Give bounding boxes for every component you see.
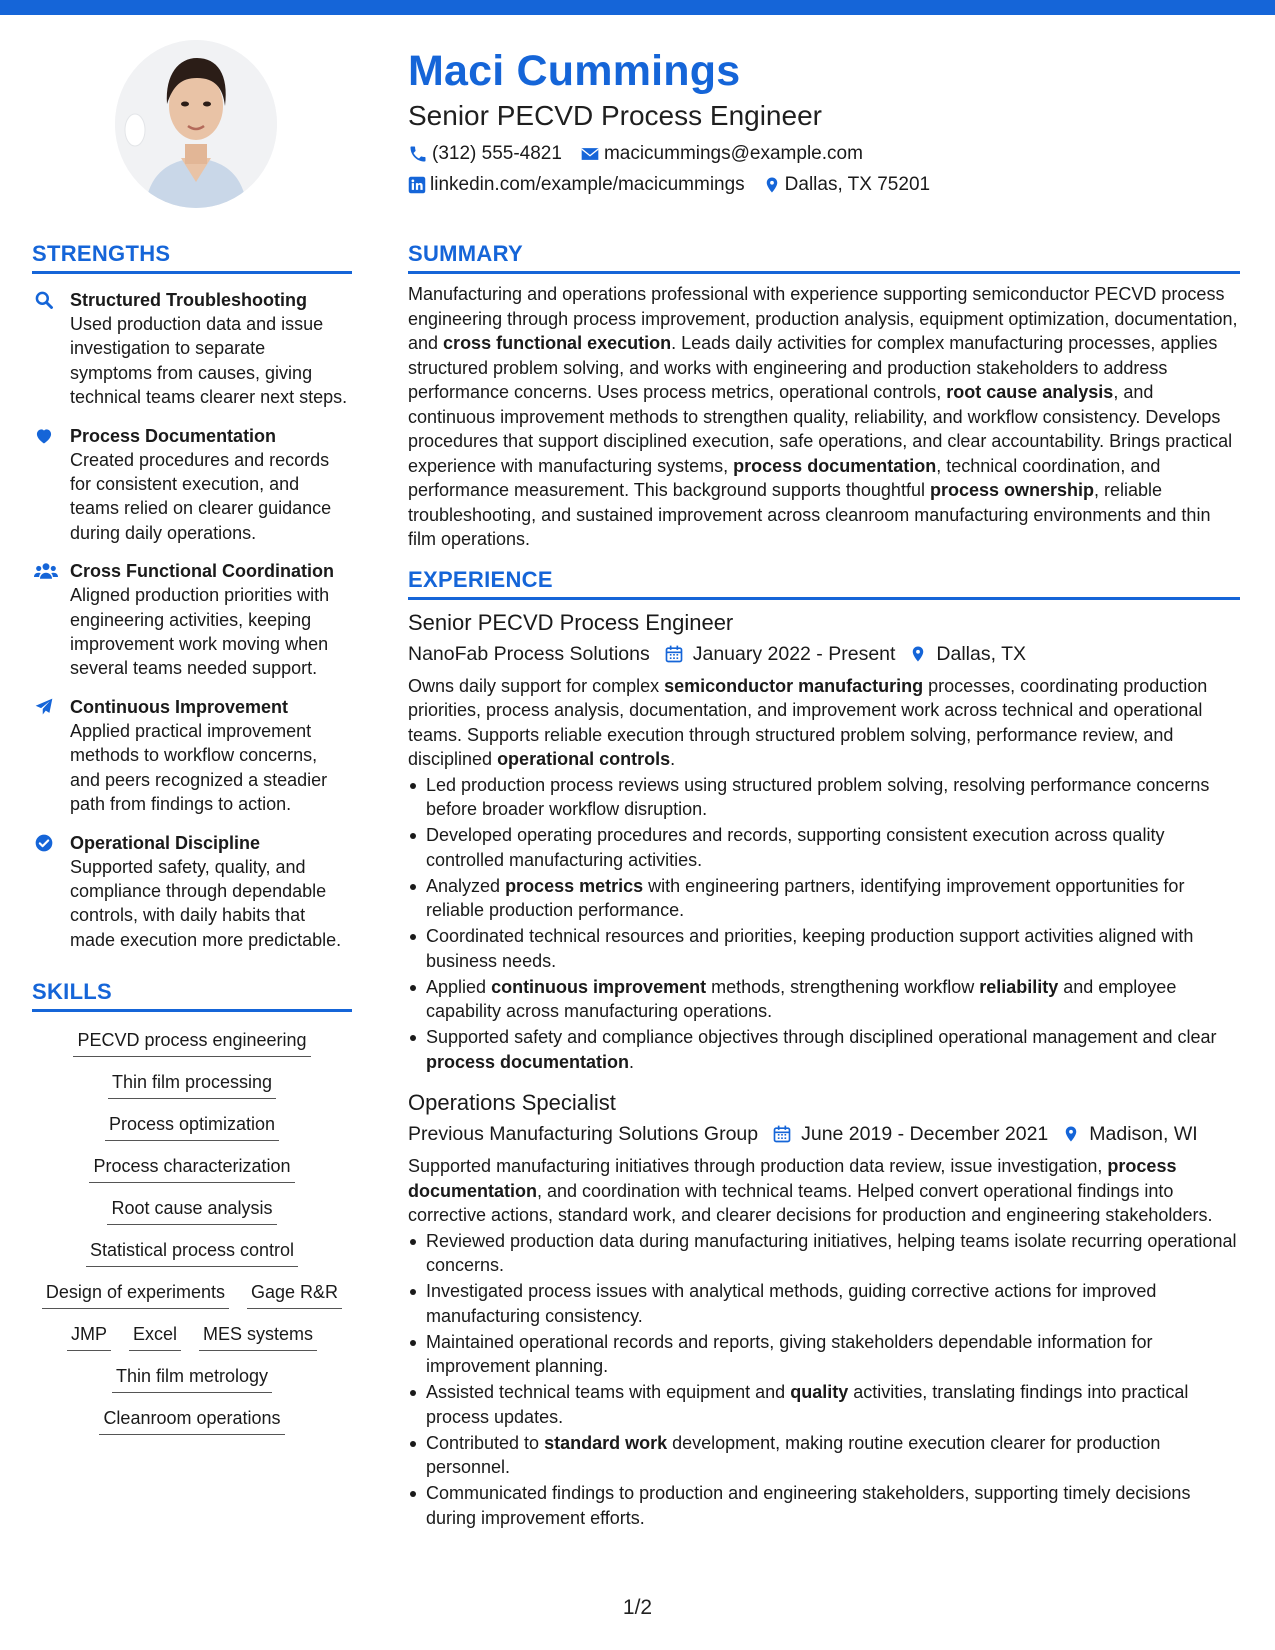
- job-company: Previous Manufacturing Solutions Group: [408, 1123, 759, 1145]
- map-pin-icon: [1062, 1124, 1080, 1144]
- bullet-item: Led production process reviews using structured problem solving, resolving performance concerns before broader workflow disruption.: [408, 773, 1240, 822]
- envelope-icon: [580, 144, 600, 164]
- skill-tag: Design of experiments: [42, 1278, 229, 1309]
- contact-row-2: [408, 173, 1238, 197]
- map-pin-icon: [909, 644, 927, 664]
- skill-tag: Cleanroom operations: [99, 1404, 284, 1435]
- strength-title: Cross Functional Coordination: [70, 561, 334, 582]
- strength-item: [32, 559, 352, 681]
- phone-text[interactable]: (312) 555-4821: [432, 143, 562, 164]
- bullet-item: Coordinated technical resources and priorities, keeping production support activities aligned with business needs.: [408, 924, 1240, 973]
- bullet-item: Reviewed production data during manufacturing initiatives, helping teams isolate recurring operational concerns.: [408, 1229, 1240, 1278]
- strength-item: [32, 288, 352, 410]
- job-dates: January 2022 - Present: [664, 640, 896, 668]
- profile-photo: [115, 40, 277, 208]
- email-item: [580, 142, 863, 166]
- email-link[interactable]: macicummings@example.com: [603, 143, 863, 164]
- bullet-item: Supported safety and compliance objectives through disciplined operational management and clear process documentation.: [408, 1025, 1240, 1074]
- strength-title: Process Documentation: [70, 425, 277, 446]
- heart-icon: [34, 426, 54, 446]
- job-company: NanoFab Process Solutions: [408, 642, 650, 665]
- bullet-item: Applied continuous improvement methods, strengthening workflow reliability and employee capability across manufacturing operations.: [408, 975, 1240, 1024]
- summary-text: Manufacturing and operations professional with experience supporting semiconductor PECVD process engineering through process improvement, production analysis, equipment optimization, documentation, and cross functional execution. Leads daily activities for complex manufacturing processes, applies structured problem solving, and works with engineering and production stakeholders to address performance concerns. Uses process metrics, operational controls, root cause analysis, and continuous improvement methods to strengthen quality, reliability, and workflow consistency. Develops procedures that support disciplined execution, safe operations, and clear accountability. Brings practical experience with manufacturing systems, process documentation, technical coordination, and performance measurement. This background supports thoughtful process ownership, reliable troubleshooting, and sustained improvement across cleanroom manufacturing environments and thin film operations.: [408, 284, 1238, 549]
- strength-item: [32, 831, 352, 953]
- strength-desc: Applied practical improvement methods to workflow concerns, and peers recognized a steadier path from findings to action.: [70, 720, 328, 815]
- job-bullets: [408, 773, 1240, 1075]
- skill-tag: Statistical process control: [86, 1236, 298, 1267]
- phone-item: [408, 142, 562, 166]
- bullet-item: Analyzed process metrics with engineering partners, identifying improvement opportunities for reliable production performance.: [408, 874, 1240, 923]
- skill-tag: PECVD process engineering: [73, 1026, 310, 1057]
- linkedin-item: [408, 173, 745, 197]
- paper-plane-icon: [34, 697, 54, 717]
- calendar-icon: [772, 1124, 792, 1144]
- users-icon: [34, 561, 58, 581]
- location-text: Dallas, TX 75201: [784, 174, 931, 195]
- strength-title: Operational Discipline: [70, 832, 261, 853]
- check-circle-icon: [34, 833, 54, 853]
- job-title: Senior PECVD Process Engineer: [408, 609, 734, 635]
- search-icon: [34, 290, 54, 310]
- candidate-title: Senior PECVD Process Engineer: [408, 100, 822, 131]
- job-location: Madison, WI: [1062, 1120, 1197, 1148]
- left-column: [32, 240, 352, 1446]
- page-number: 1/2: [622, 1596, 653, 1619]
- skills-heading: SKILLS: [32, 978, 352, 1012]
- job-meta: [408, 1120, 1240, 1148]
- bullet-item: Maintained operational records and reports, giving stakeholders dependable information for improvement planning.: [408, 1330, 1240, 1379]
- strength-desc: Created procedures and records for consistent execution, and teams relied on clearer guidance during daily operations.: [70, 449, 332, 543]
- portrait-illustration: [115, 40, 277, 208]
- map-pin-icon: [763, 175, 781, 195]
- job-description: Supported manufacturing initiatives through production data review, issue investigation, process documentation, and coordination with technical teams. Helped convert operational findings into corrective actions, standard work, and clearer decisions for production and engineering stakeholders.: [408, 1156, 1213, 1225]
- skill-tag: Root cause analysis: [107, 1194, 276, 1225]
- strength-title: Continuous Improvement: [70, 696, 289, 717]
- skill-tag: Gage R&R: [247, 1278, 342, 1309]
- strength-item: [32, 695, 352, 817]
- bullet-item: Investigated process issues with analytical methods, guiding corrective actions for improved manufacturing consistency.: [408, 1279, 1240, 1328]
- strength-title: Structured Troubleshooting: [70, 290, 307, 310]
- skill-tag: Thin film processing: [108, 1068, 276, 1099]
- bullet-item: Developed operating procedures and records, supporting consistent execution across quality controlled manufacturing activities.: [408, 823, 1240, 872]
- job-entry: [408, 608, 1240, 1075]
- strength-item: [32, 424, 352, 546]
- skill-tag: Thin film metrology: [112, 1362, 272, 1393]
- resume-header: [408, 44, 1238, 197]
- job-entry: [408, 1088, 1240, 1530]
- bullet-item: Assisted technical teams with equipment and quality activities, translating findings into practical process updates.: [408, 1380, 1240, 1429]
- skill-tag: Excel: [129, 1320, 181, 1351]
- summary-heading: SUMMARY: [408, 240, 1240, 274]
- linkedin-link[interactable]: linkedin.com/example/macicummings: [430, 174, 745, 195]
- job-meta: [408, 640, 1240, 668]
- calendar-icon: [664, 644, 684, 664]
- job-title: Operations Specialist: [408, 1090, 616, 1115]
- location-item: [763, 173, 930, 197]
- job-location: Dallas, TX: [909, 640, 1026, 668]
- phone-icon: [408, 144, 428, 164]
- skill-tag: Process optimization: [105, 1110, 279, 1141]
- skills-list: [32, 1026, 352, 1446]
- skill-tag: Process characterization: [89, 1152, 294, 1183]
- top-accent-bar: [0, 0, 1275, 15]
- bullet-item: Communicated findings to production and engineering stakeholders, supporting timely decisions during improvement efforts.: [408, 1481, 1240, 1530]
- job-dates: June 2019 - December 2021: [772, 1120, 1048, 1148]
- job-bullets: [408, 1229, 1240, 1531]
- candidate-name: Maci Cummings: [408, 47, 741, 95]
- strength-desc: Used production data and issue investigation to separate symptoms from causes, giving technical teams clearer next steps.: [70, 314, 348, 408]
- skill-tag: MES systems: [199, 1320, 317, 1351]
- bullet-item: Contributed to standard work development, making routine execution clearer for production personnel.: [408, 1431, 1240, 1480]
- experience-heading: EXPERIENCE: [408, 566, 1240, 600]
- contact-row-1: [408, 142, 1238, 166]
- job-description: Owns daily support for complex semiconductor manufacturing processes, coordinating production priorities, process analysis, documentation, and improvement work across technical and operational teams. Supports reliable execution through structured problem solving, performance review, and disciplined operational controls.: [408, 675, 1208, 769]
- strengths-heading: STRENGTHS: [32, 240, 352, 274]
- strength-desc: Supported safety, quality, and compliance through dependable controls, with daily habits that made execution more predictable.: [70, 856, 342, 950]
- linkedin-icon: [408, 176, 426, 194]
- right-column: [408, 240, 1240, 1532]
- skill-tag: JMP: [67, 1320, 111, 1351]
- strength-desc: Aligned production priorities with engineering activities, keeping improvement work moving when several teams needed support.: [70, 585, 330, 679]
